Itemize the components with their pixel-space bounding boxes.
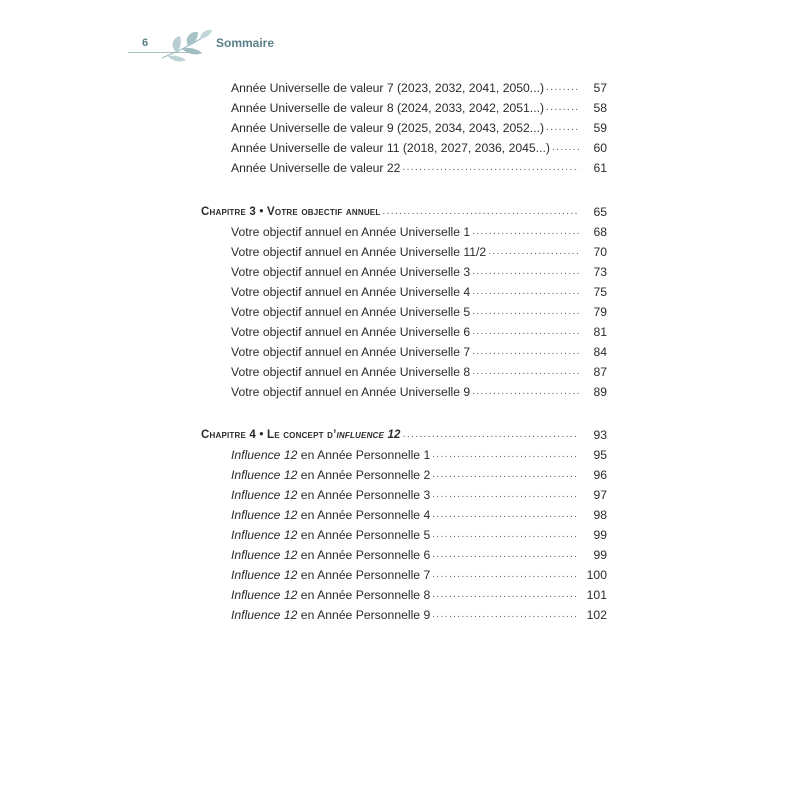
toc-entry-page: 61 xyxy=(593,161,607,175)
toc-entry-label-rest: en Année Personnelle 1 xyxy=(297,448,431,462)
dot-leader xyxy=(488,242,579,262)
toc-entry[interactable] xyxy=(231,525,607,545)
toc-entry-label: Année Universelle de valeur 11 (2018, 2027, 2036, 2045...) xyxy=(231,141,550,155)
toc-entry[interactable] xyxy=(231,485,607,505)
chapter-prefix: Chapitre 3 xyxy=(201,205,257,218)
dot-leader xyxy=(472,342,579,362)
toc-entry[interactable] xyxy=(231,382,607,402)
toc-entry-label: Votre objectif annuel en Année Universelle 7 xyxy=(231,344,471,359)
toc-entry[interactable] xyxy=(231,585,607,605)
dot-leader xyxy=(432,605,579,625)
toc-entry-label: Votre objectif annuel en Année Universelle 8 xyxy=(231,364,471,379)
dot-leader xyxy=(472,322,579,342)
toc-entry-page: 58 xyxy=(593,101,607,115)
dot-leader xyxy=(472,262,579,282)
toc-entry[interactable] xyxy=(231,322,607,342)
toc-entry-label-italic: Influence 12 xyxy=(231,448,298,462)
toc-entry-page: 75 xyxy=(593,284,607,299)
toc-entry-label-italic: Influence 12 xyxy=(231,548,298,562)
toc-chapter-4[interactable] xyxy=(201,425,607,445)
toc-entry-label: Votre objectif annuel en Année Universelle 9 xyxy=(231,384,471,399)
dot-leader xyxy=(432,525,579,545)
dot-leader xyxy=(546,118,579,138)
dot-leader xyxy=(432,545,579,565)
toc-entry-label-rest: en Année Personnelle 7 xyxy=(297,568,431,582)
toc-entry[interactable] xyxy=(231,445,607,465)
toc-entry[interactable] xyxy=(231,222,607,242)
dot-leader xyxy=(382,202,579,222)
toc-entry-label xyxy=(231,505,432,525)
dot-leader xyxy=(472,382,579,402)
chapter-page: 93 xyxy=(593,428,607,442)
toc-entry-label-italic: Influence 12 xyxy=(231,488,298,502)
toc-entry[interactable] xyxy=(231,302,607,322)
toc-entry-page: 97 xyxy=(593,488,607,502)
toc-entry-label-italic: Influence 12 xyxy=(231,528,298,542)
dot-leader xyxy=(432,445,579,465)
toc-entry-page: 70 xyxy=(593,244,607,259)
dot-leader xyxy=(552,138,579,158)
toc-entry-page: 68 xyxy=(593,224,607,239)
page-header xyxy=(0,28,800,68)
toc-entry[interactable] xyxy=(231,465,607,485)
toc-entry-label xyxy=(231,485,432,505)
toc-entry-page: 99 xyxy=(593,548,607,562)
dot-leader xyxy=(402,158,579,178)
toc-entry-page: 79 xyxy=(593,304,607,319)
toc-entry[interactable] xyxy=(231,342,607,362)
toc-entry-label: Votre objectif annuel en Année Universelle 3 xyxy=(231,264,471,279)
toc-entry-label-rest: en Année Personnelle 6 xyxy=(297,548,431,562)
toc-entry-label xyxy=(231,585,432,605)
toc-entry[interactable] xyxy=(231,605,607,625)
toc-entry-label: Année Universelle de valeur 8 (2024, 2033, 2042, 2051...) xyxy=(231,101,545,115)
toc-entry-label: Année Universelle de valeur 22 xyxy=(231,161,401,175)
toc-entry[interactable] xyxy=(231,545,607,565)
toc-entry-label xyxy=(231,565,432,585)
toc-entry[interactable] xyxy=(231,362,607,382)
header-title: Sommaire xyxy=(216,36,275,50)
toc-entry-page: 100 xyxy=(586,568,607,582)
toc-entry-label xyxy=(231,605,432,625)
toc-entry-label xyxy=(231,465,432,485)
toc-entry-label: Votre objectif annuel en Année Universelle 4 xyxy=(231,284,471,299)
dot-leader xyxy=(403,425,579,445)
toc-entry-page: 96 xyxy=(593,468,607,482)
toc-entry-label: Votre objectif annuel en Année Universelle 11/2 xyxy=(231,244,487,259)
toc-entry-label-italic: Influence 12 xyxy=(231,608,298,622)
toc-entry-label: Votre objectif annuel en Année Universelle 5 xyxy=(231,304,471,319)
toc-entry[interactable] xyxy=(231,118,607,138)
toc-entry-page: 99 xyxy=(593,528,607,542)
toc-entry-label-rest: en Année Personnelle 9 xyxy=(297,608,431,622)
toc-entry-label-italic: Influence 12 xyxy=(231,508,298,522)
chapter-name: Votre objectif annuel xyxy=(267,205,381,218)
dot-leader xyxy=(432,485,579,505)
toc-entry-label: Votre objectif annuel en Année Universelle 6 xyxy=(231,324,471,339)
chapter-title xyxy=(201,425,403,445)
chapter-bullet: • xyxy=(256,429,268,441)
toc-entry-page: 84 xyxy=(593,344,607,359)
toc-entry-page: 89 xyxy=(593,384,607,399)
toc-entry-page: 102 xyxy=(586,608,607,622)
toc-entry[interactable] xyxy=(231,158,607,178)
toc-entry-page: 98 xyxy=(593,508,607,522)
toc-entry-label-rest: en Année Personnelle 4 xyxy=(297,508,431,522)
toc-entry-label: Année Universelle de valeur 7 (2023, 2032, 2041, 2050...) xyxy=(231,81,545,95)
chapter-bullet: • xyxy=(256,205,268,218)
dot-leader xyxy=(546,98,579,118)
toc-entry-label-rest: en Année Personnelle 2 xyxy=(297,468,431,482)
dot-leader xyxy=(472,302,579,322)
dot-leader xyxy=(432,505,579,525)
dot-leader xyxy=(432,565,579,585)
toc-entry-label-rest: en Année Personnelle 5 xyxy=(297,528,431,542)
dot-leader xyxy=(472,362,579,382)
toc-entry-page: 95 xyxy=(593,448,607,462)
chapter-prefix: Chapitre 4 xyxy=(201,429,257,441)
table-of-contents xyxy=(0,78,800,625)
toc-entry-page: 81 xyxy=(593,324,607,339)
toc-entry-page: 60 xyxy=(593,141,607,155)
leaf-icon xyxy=(156,28,216,66)
toc-entry[interactable] xyxy=(231,78,607,98)
dot-leader xyxy=(546,78,579,98)
toc-entry-label-italic: Influence 12 xyxy=(231,468,298,482)
toc-chapter-3[interactable] xyxy=(201,202,607,222)
toc-entry-label-rest: en Année Personnelle 3 xyxy=(297,488,431,502)
toc-entry-label xyxy=(231,525,432,545)
toc-entry[interactable] xyxy=(231,565,607,585)
chapter-title xyxy=(201,202,382,222)
toc-entry[interactable] xyxy=(231,505,607,525)
toc-entry[interactable] xyxy=(231,242,607,262)
toc-entry-page: 73 xyxy=(593,264,607,279)
toc-entry-page: 101 xyxy=(586,588,607,602)
toc-entry-label xyxy=(231,445,432,465)
toc-entry[interactable] xyxy=(231,262,607,282)
chapter-name: Le concept d’ xyxy=(267,429,337,441)
toc-entry[interactable] xyxy=(231,282,607,302)
toc-entry-page: 87 xyxy=(593,364,607,379)
toc-entry-label xyxy=(231,545,432,565)
toc-entry-label-italic: Influence 12 xyxy=(231,588,298,602)
toc-entry[interactable] xyxy=(231,98,607,118)
toc-entry-label: Votre objectif annuel en Année Universelle 1 xyxy=(231,224,471,239)
toc-entry-label-italic: Influence 12 xyxy=(231,568,298,582)
toc-entry-page: 59 xyxy=(593,121,607,135)
page-number: 6 xyxy=(142,37,149,49)
chapter-name-italic: influence 12 xyxy=(336,429,401,441)
chapter-page: 65 xyxy=(593,204,607,219)
dot-leader xyxy=(472,222,579,242)
toc-entry-page: 57 xyxy=(593,81,607,95)
toc-entry-label-rest: en Année Personnelle 8 xyxy=(297,588,431,602)
dot-leader xyxy=(472,282,579,302)
dot-leader xyxy=(432,465,579,485)
toc-entry[interactable] xyxy=(231,138,607,158)
dot-leader xyxy=(432,585,579,605)
toc-entry-label: Année Universelle de valeur 9 (2025, 2034, 2043, 2052...) xyxy=(231,121,545,135)
